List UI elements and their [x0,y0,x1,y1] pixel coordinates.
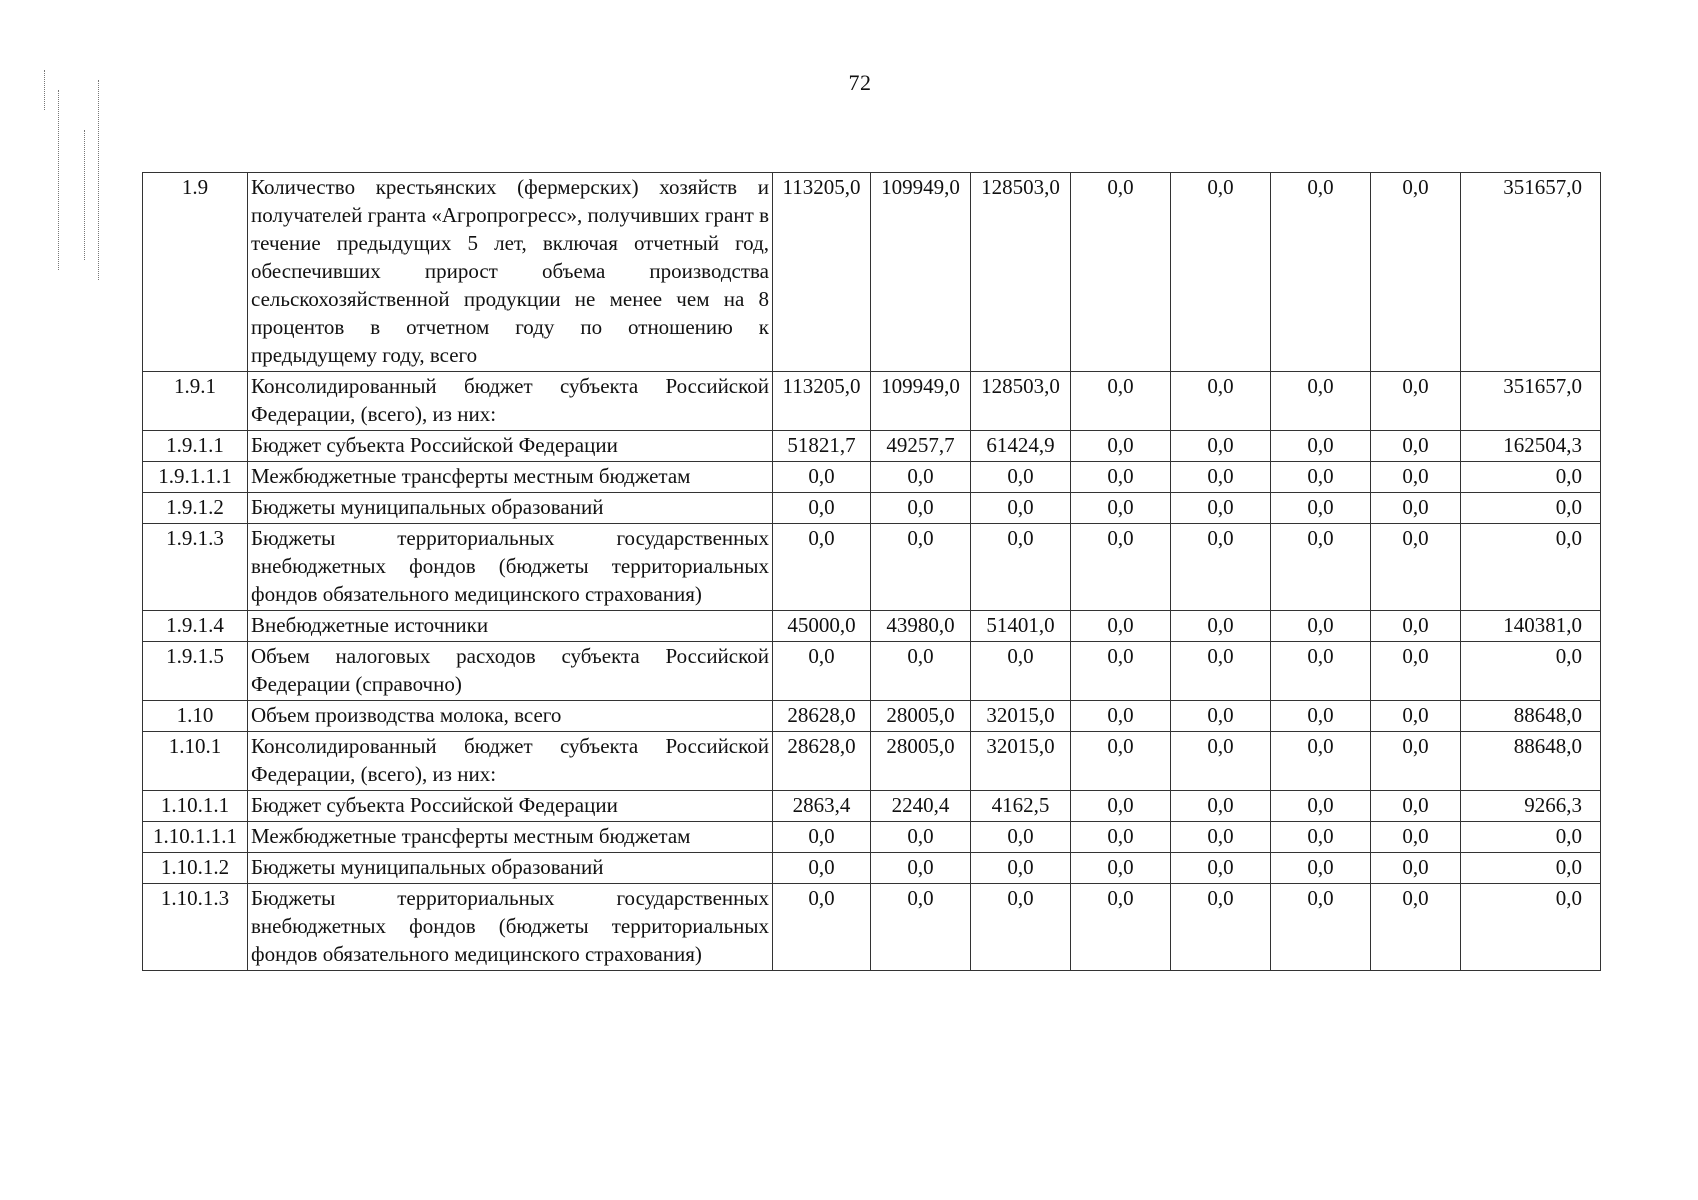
row-value: 0,0 [1071,462,1171,493]
row-value: 0,0 [1271,431,1371,462]
row-name: Бюджет субъекта Российской Федерации [248,791,773,822]
row-value: 0,0 [1071,173,1171,372]
row-value: 0,0 [1071,822,1171,853]
row-value: 49257,7 [871,431,971,462]
row-value: 0,0 [1071,884,1171,971]
row-value: 0,0 [1271,173,1371,372]
row-value: 0,0 [1071,853,1171,884]
row-value: 0,0 [1071,732,1171,791]
row-value: 113205,0 [773,173,871,372]
row-total-value: 0,0 [1461,493,1601,524]
row-total-value: 0,0 [1461,642,1601,701]
table-row [143,701,1601,732]
row-value: 32015,0 [971,732,1071,791]
table-row [143,732,1601,791]
row-value: 28628,0 [773,701,871,732]
row-code: 1.9.1.3 [143,524,248,611]
scan-artifact [36,70,116,290]
table-row [143,884,1601,971]
row-value: 0,0 [1171,431,1271,462]
row-value: 0,0 [1371,884,1461,971]
row-value: 28005,0 [871,701,971,732]
row-name: Объем налоговых расходов субъекта Российской Федерации (справочно) [248,642,773,701]
row-total-value: 0,0 [1461,524,1601,611]
row-value: 0,0 [1271,822,1371,853]
row-code: 1.9.1.5 [143,642,248,701]
row-total-value: 351657,0 [1461,372,1601,431]
row-value: 0,0 [773,853,871,884]
row-value: 0,0 [1071,611,1171,642]
row-code: 1.9.1.1 [143,431,248,462]
row-value: 0,0 [1171,642,1271,701]
row-value: 0,0 [871,822,971,853]
row-value: 0,0 [1071,791,1171,822]
row-total-value: 0,0 [1461,853,1601,884]
row-value: 0,0 [971,822,1071,853]
row-value: 0,0 [871,493,971,524]
row-value: 0,0 [971,853,1071,884]
row-value: 28005,0 [871,732,971,791]
row-value: 0,0 [1271,732,1371,791]
row-code: 1.9.1.4 [143,611,248,642]
row-value: 0,0 [1171,822,1271,853]
row-value: 2863,4 [773,791,871,822]
row-value: 0,0 [773,822,871,853]
row-value: 113205,0 [773,372,871,431]
row-name: Консолидированный бюджет субъекта Российской Федерации, (всего), из них: [248,372,773,431]
table-row [143,822,1601,853]
row-total-value: 162504,3 [1461,431,1601,462]
row-value: 0,0 [1371,701,1461,732]
table-row [143,853,1601,884]
row-code: 1.9.1.2 [143,493,248,524]
row-total-value: 88648,0 [1461,701,1601,732]
row-value: 0,0 [871,884,971,971]
row-code: 1.10 [143,701,248,732]
row-name: Бюджет субъекта Российской Федерации [248,431,773,462]
row-value: 0,0 [1071,524,1171,611]
row-value: 0,0 [1371,822,1461,853]
row-code: 1.9 [143,173,248,372]
row-value: 0,0 [773,493,871,524]
row-value: 0,0 [1071,642,1171,701]
row-name: Бюджеты муниципальных образований [248,493,773,524]
row-value: 0,0 [1071,701,1171,732]
row-value: 0,0 [1271,701,1371,732]
row-total-value: 0,0 [1461,462,1601,493]
row-value: 0,0 [1171,791,1271,822]
row-name: Консолидированный бюджет субъекта Российской Федерации, (всего), из них: [248,732,773,791]
row-value: 0,0 [1271,853,1371,884]
row-value: 0,0 [971,493,1071,524]
table-row [143,372,1601,431]
row-value: 0,0 [1171,853,1271,884]
row-total-value: 0,0 [1461,822,1601,853]
table-row [143,462,1601,493]
row-value: 0,0 [1371,462,1461,493]
row-value: 0,0 [1371,524,1461,611]
row-value: 0,0 [871,853,971,884]
row-value: 0,0 [1371,791,1461,822]
row-name: Бюджеты муниципальных образований [248,853,773,884]
row-total-value: 88648,0 [1461,732,1601,791]
row-value: 0,0 [1271,884,1371,971]
row-code: 1.10.1.2 [143,853,248,884]
row-code: 1.10.1.1 [143,791,248,822]
row-value: 61424,9 [971,431,1071,462]
row-value: 43980,0 [871,611,971,642]
row-total-value: 351657,0 [1461,173,1601,372]
row-value: 109949,0 [871,372,971,431]
row-value: 0,0 [1371,493,1461,524]
row-value: 32015,0 [971,701,1071,732]
row-value: 0,0 [1271,462,1371,493]
row-value: 0,0 [1071,372,1171,431]
table-row [143,791,1601,822]
row-value: 4162,5 [971,791,1071,822]
row-value: 0,0 [971,884,1071,971]
row-value: 0,0 [971,524,1071,611]
row-value: 0,0 [1171,884,1271,971]
row-value: 0,0 [1171,493,1271,524]
page-number: 72 [848,70,872,95]
row-value: 45000,0 [773,611,871,642]
row-value: 0,0 [1071,493,1171,524]
row-code: 1.10.1.1.1 [143,822,248,853]
row-value: 0,0 [1171,372,1271,431]
row-value: 0,0 [871,642,971,701]
row-value: 128503,0 [971,372,1071,431]
row-name: Бюджеты территориальных государственных внебюджетных фондов (бюджеты территориальных фондов обязательного медицинского страхования) [248,884,773,971]
row-name: Межбюджетные трансферты местным бюджетам [248,462,773,493]
row-value: 0,0 [773,884,871,971]
row-value: 0,0 [1371,853,1461,884]
row-value: 28628,0 [773,732,871,791]
table-row [143,493,1601,524]
budget-table [142,172,1601,971]
row-value: 0,0 [1371,642,1461,701]
row-value: 0,0 [773,524,871,611]
row-value: 0,0 [1371,173,1461,372]
row-total-value: 9266,3 [1461,791,1601,822]
row-total-value: 140381,0 [1461,611,1601,642]
row-value: 0,0 [1071,431,1171,462]
row-value: 0,0 [971,462,1071,493]
row-value: 0,0 [1171,173,1271,372]
row-value: 0,0 [1171,524,1271,611]
row-total-value: 0,0 [1461,884,1601,971]
row-value: 0,0 [871,462,971,493]
row-value: 0,0 [1271,524,1371,611]
row-value: 2240,4 [871,791,971,822]
row-value: 0,0 [971,642,1071,701]
row-value: 0,0 [1371,611,1461,642]
row-code: 1.9.1 [143,372,248,431]
row-value: 0,0 [1271,791,1371,822]
row-value: 0,0 [1271,642,1371,701]
table-row [143,642,1601,701]
row-value: 0,0 [871,524,971,611]
table-row [143,524,1601,611]
row-code: 1.10.1 [143,732,248,791]
row-value: 51821,7 [773,431,871,462]
row-code: 1.9.1.1.1 [143,462,248,493]
row-name: Внебюджетные источники [248,611,773,642]
row-value: 0,0 [1271,611,1371,642]
row-value: 0,0 [1371,732,1461,791]
row-value: 0,0 [1271,493,1371,524]
row-value: 0,0 [1371,431,1461,462]
row-value: 0,0 [1171,732,1271,791]
row-name: Межбюджетные трансферты местным бюджетам [248,822,773,853]
row-value: 0,0 [1171,462,1271,493]
row-value: 0,0 [1371,372,1461,431]
row-value: 51401,0 [971,611,1071,642]
row-value: 0,0 [1271,372,1371,431]
row-value: 0,0 [773,462,871,493]
table-row [143,173,1601,372]
row-value: 0,0 [1171,701,1271,732]
row-code: 1.10.1.3 [143,884,248,971]
row-name: Бюджеты территориальных государственных внебюджетных фондов (бюджеты территориальных фондов обязательного медицинского страхования) [248,524,773,611]
row-value: 109949,0 [871,173,971,372]
row-value: 128503,0 [971,173,1071,372]
row-value: 0,0 [773,642,871,701]
table-row [143,431,1601,462]
table-row [143,611,1601,642]
row-value: 0,0 [1171,611,1271,642]
row-name: Количество крестьянских (фермерских) хозяйств и получателей гранта «Агропрогресс», получивших грант в течение предыдущих 5 лет, включая отчетный год, обеспечивших прирост объема производства сельскохозяйственной продукции не менее чем на 8 процентов в отчетном году по отношению к предыдущему году, всего [248,173,773,372]
row-name: Объем производства молока, всего [248,701,773,732]
